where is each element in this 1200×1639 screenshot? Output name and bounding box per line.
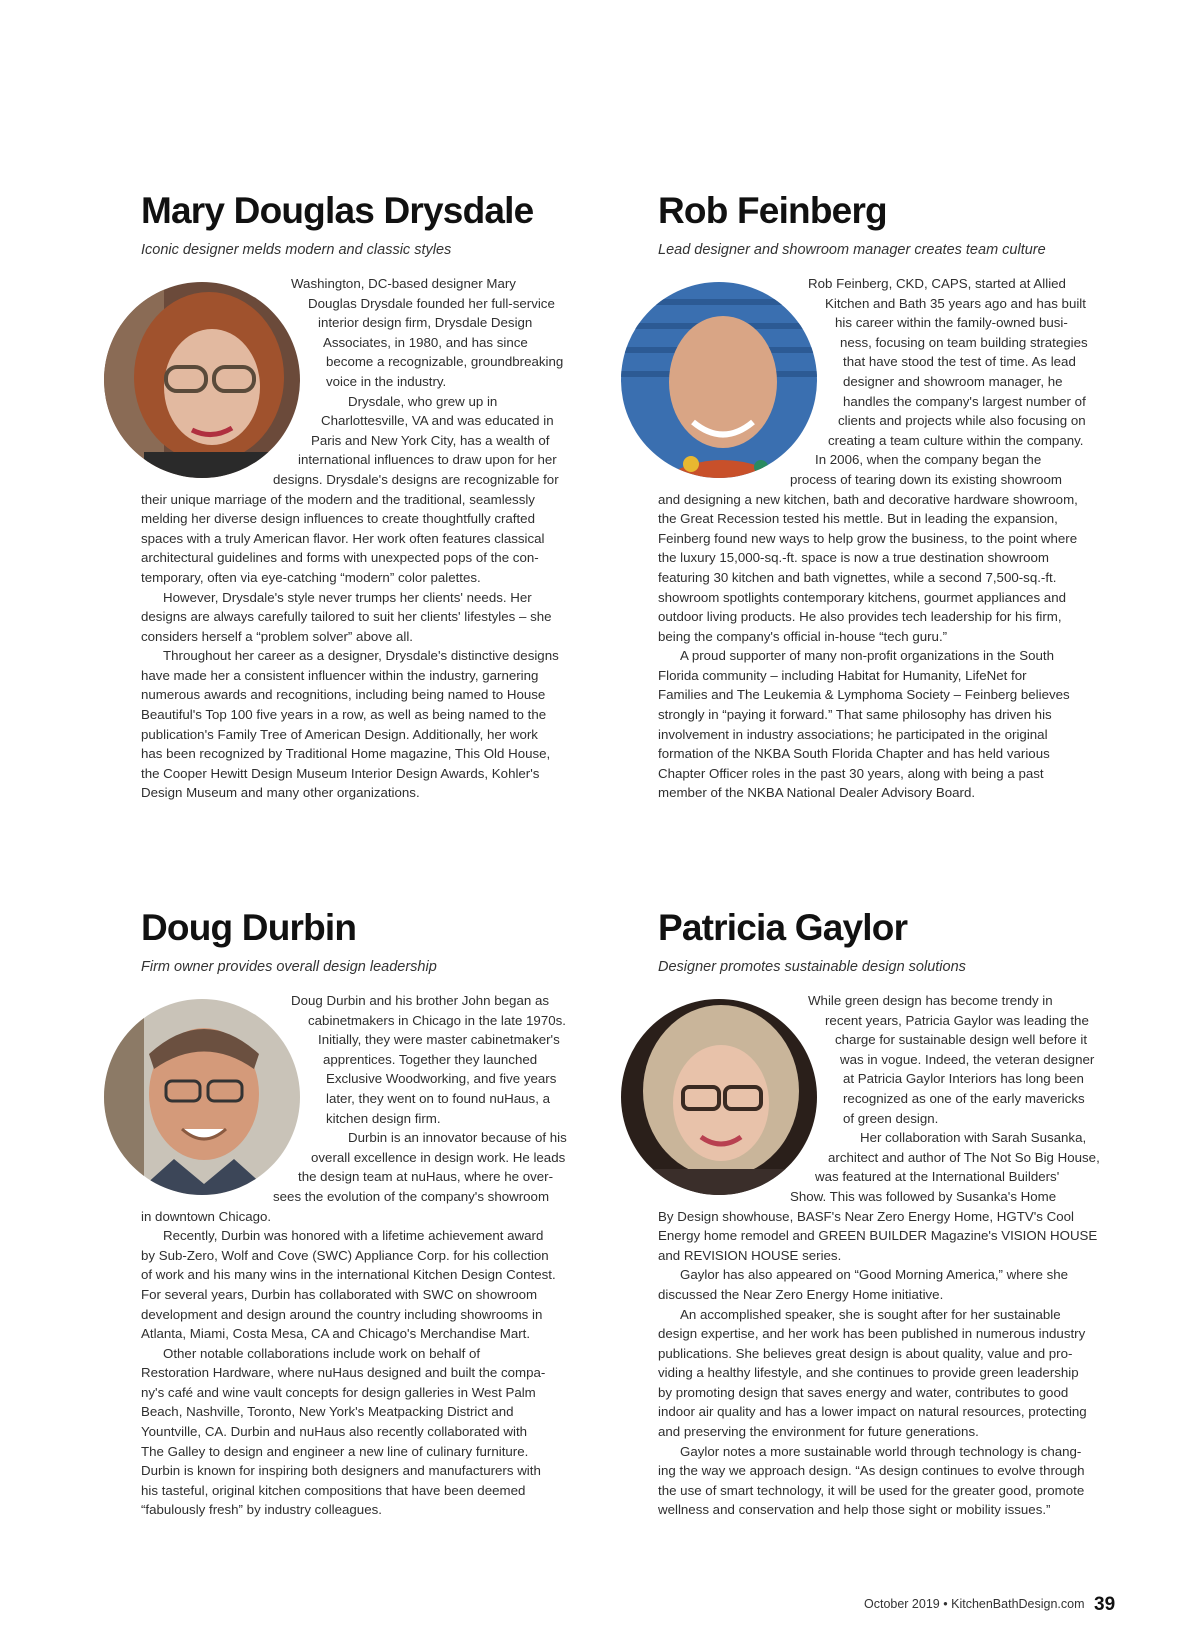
- body-line: Show. This was followed by Susanka's Home: [790, 1188, 1057, 1204]
- body-line: at Patricia Gaylor Interiors has long been: [843, 1071, 1084, 1087]
- body-line: Energy home remodel and GREEN BUILDER Magazine's VISION HOUSE: [658, 1228, 1098, 1244]
- body-line: publications. She believes great design is about quality, value and pro-: [658, 1345, 1073, 1361]
- body-line: Florida community – including Habitat for Humanity, LifeNet for: [658, 667, 1027, 683]
- body-line: apprentices. Together they launched: [323, 1051, 538, 1067]
- body-line: ing the way we approach design. “As design continues to evolve through: [658, 1463, 1085, 1479]
- body-line: that have stood the test of time. As lead: [843, 354, 1076, 370]
- body-line: formation of the NKBA South Florida Chapter and has held various: [658, 746, 1050, 762]
- profile-rob-feinberg: [658, 188, 1093, 803]
- body-line: Paris and New York City, has a wealth of: [311, 432, 550, 448]
- body-line: ness, focusing on team building strategies: [840, 334, 1088, 350]
- body-line: his career within the family-owned busi-: [835, 315, 1068, 331]
- body-line: interior design firm, Drysdale Design: [318, 315, 533, 331]
- profile-patricia-gaylor: [658, 905, 1100, 1520]
- body-line: Atlanta, Miami, Costa Mesa, CA and Chicago's Merchandise Mart.: [141, 1326, 531, 1342]
- body-line: Douglas Drysdale founded her full-service: [308, 295, 555, 311]
- body-line: Her collaboration with Sarah Susanka,: [860, 1130, 1087, 1146]
- body-line: the Great Recession tested his mettle. But in leading the expansion,: [658, 511, 1058, 527]
- body-line: was featured at the International Builders': [815, 1169, 1060, 1185]
- portrait-photo: [104, 282, 300, 478]
- body-line: designer and showroom manager, he: [843, 373, 1063, 389]
- portrait-photo: [104, 999, 300, 1195]
- body-line: melding her diverse design influences to create thoughtfully crafted: [141, 511, 535, 527]
- body-line: Durbin is known for inspiring both designers and manufacturers with: [141, 1463, 541, 1479]
- body-line: kitchen design firm.: [326, 1110, 441, 1126]
- body-line: Associates, in 1980, and has since: [323, 334, 528, 350]
- body-line: clients and projects while also focusing on: [838, 413, 1086, 429]
- profile-subtitle: Firm owner provides overall design leadership: [141, 959, 437, 975]
- body-line: numerous awards and recognitions, including being named to House: [141, 687, 546, 703]
- body-line: recent years, Patricia Gaylor was leading the: [825, 1012, 1089, 1028]
- body-line: his tasteful, original kitchen compositions that have been deemed: [141, 1482, 526, 1498]
- body-line: the use of smart technology, it will be used for the greater good, promote: [658, 1482, 1085, 1498]
- body-line: by promoting design that saves energy and water, contributes to good: [658, 1384, 1069, 1400]
- body-line: cabinetmakers in Chicago in the late 1970s.: [308, 1012, 566, 1028]
- body-line: The Galley to design and engineer a new line of culinary furniture.: [141, 1443, 529, 1459]
- profile-subtitle: Designer promotes sustainable design solutions: [658, 959, 966, 975]
- body-line: Initially, they were master cabinetmaker's: [318, 1032, 560, 1048]
- body-line: indoor air quality and has a lower impact on natural resources, protecting: [658, 1404, 1087, 1420]
- body-line: Design Museum and many other organizations.: [141, 785, 420, 801]
- body-line: process of tearing down its existing showroom: [790, 471, 1062, 487]
- body-line: overall excellence in design work. He leads: [311, 1149, 566, 1165]
- body-line: being the company's official in-house “tech guru.”: [658, 628, 948, 644]
- portrait-photo: [621, 282, 817, 478]
- page-number: 39: [1094, 1594, 1116, 1615]
- body-line: Durbin is an innovator because of his: [348, 1130, 567, 1146]
- body-line: and designing a new kitchen, bath and decorative hardware showroom,: [658, 491, 1078, 507]
- body-line: of green design.: [843, 1110, 939, 1126]
- footer-date: October 2019: [864, 1597, 940, 1611]
- body-line: Chapter Officer roles in the past 30 years, along with being a past: [658, 765, 1044, 781]
- body-line: involvement in industry associations; he participated in the original: [658, 726, 1048, 742]
- body-line: the luxury 15,000-sq.-ft. space is now a true destination showroom: [658, 550, 1049, 566]
- profile-name: Patricia Gaylor: [658, 907, 908, 948]
- profile-mary-douglas-drysdale: [141, 188, 576, 803]
- page-footer: [864, 1594, 1134, 1616]
- body-line: architectural guidelines and forms with unexpected pops of the con-: [141, 550, 539, 566]
- body-line: Doug Durbin and his brother John began as: [291, 993, 549, 1008]
- body-line: development and design around the country including showrooms in: [141, 1306, 543, 1322]
- body-line: their unique marriage of the modern and the traditional, seamlessly: [141, 491, 535, 507]
- body-line: An accomplished speaker, she is sought after for her sustainable: [680, 1306, 1061, 1322]
- footer-site: KitchenBathDesign.com: [951, 1597, 1085, 1611]
- body-line: Washington, DC-based designer Mary: [291, 276, 516, 291]
- body-line: the Cooper Hewitt Design Museum Interior Design Awards, Kohler's: [141, 765, 540, 781]
- body-line: temporary, often via eye-catching “modern” color palettes.: [141, 569, 481, 585]
- body-line: member of the NKBA National Dealer Advisory Board.: [658, 785, 976, 801]
- body-line: A proud supporter of many non-profit organizations in the South: [680, 648, 1055, 664]
- body-line: designs are always carefully tailored to suit her clients' lifestyles – she: [141, 609, 552, 625]
- body-line: Charlottesville, VA and was educated in: [321, 413, 554, 429]
- body-line: “fabulously fresh” by industry colleagues.: [141, 1502, 382, 1518]
- body-line: Feinberg found new ways to help grow the business, to the point where: [658, 530, 1078, 546]
- body-line: Families and The Leukemia & Lymphoma Society – Feinberg believes: [658, 687, 1070, 703]
- body-line: publication's Family Tree of American Design. Additionally, her work: [141, 726, 538, 742]
- body-line: Exclusive Woodworking, and five years: [326, 1071, 557, 1087]
- body-line: have made her a consistent influencer within the industry, garnering: [141, 667, 539, 683]
- body-line: creating a team culture within the company.: [828, 432, 1084, 448]
- body-line: Rob Feinberg, CKD, CAPS, started at Allied: [808, 276, 1066, 291]
- profile-name: Mary Douglas Drysdale: [141, 190, 534, 231]
- body-line: architect and author of The Not So Big House,: [828, 1149, 1100, 1165]
- body-line: of work and his many wins in the international Kitchen Design Contest.: [141, 1267, 556, 1283]
- body-line: Gaylor notes a more sustainable world through technology is chang-: [680, 1443, 1082, 1459]
- body-line: wellness and conservation and help those sight or mobility issues.”: [658, 1502, 1051, 1518]
- body-line: Drysdale, who grew up in: [348, 393, 498, 409]
- body-line: was in vogue. Indeed, the veteran designer: [840, 1051, 1095, 1067]
- body-line: While green design has become trendy in: [808, 993, 1053, 1008]
- body-line: Beautiful's Top 100 five years in a row, as well as being named to the: [141, 707, 547, 723]
- body-line: Throughout her career as a designer, Drysdale's distinctive designs: [163, 648, 559, 664]
- body-line: showroom spotlights contemporary kitchens, gourmet appliances and: [658, 589, 1066, 605]
- body-line: later, they went on to found nuHaus, a: [326, 1090, 550, 1106]
- body-line: Restoration Hardware, where nuHaus designed and built the compa-: [141, 1365, 546, 1381]
- body-line: design expertise, and her work has been published in numerous industry: [658, 1326, 1086, 1342]
- body-line: Recently, Durbin was honored with a lifetime achievement award: [163, 1228, 544, 1244]
- body-line: Kitchen and Bath 35 years ago and has built: [825, 295, 1086, 311]
- profile-name: Doug Durbin: [141, 907, 357, 948]
- body-line: In 2006, when the company began the: [815, 452, 1042, 468]
- body-line: Gaylor has also appeared on “Good Morning America,” where she: [680, 1267, 1069, 1283]
- body-line: Beach, Nashville, Toronto, New York's Meatpacking District and: [141, 1404, 514, 1420]
- portrait-photo: [621, 999, 817, 1195]
- body-line: international influences to draw upon for her: [298, 452, 557, 468]
- body-line: outdoor living products. He also provides tech leadership for his firm,: [658, 609, 1062, 625]
- body-line: has been recognized by Traditional Home magazine, This Old House,: [141, 746, 551, 762]
- body-line: By Design showhouse, BASF's Near Zero Energy Home, HGTV's Cool: [658, 1208, 1074, 1224]
- body-line: charge for sustainable design well before it: [835, 1032, 1088, 1048]
- body-line: Yountville, CA. Durbin and nuHaus also recently collaborated with: [141, 1424, 528, 1440]
- body-line: For several years, Durbin has collaborated with SWC on showroom: [141, 1286, 538, 1302]
- body-line: ny's café and wine vault concepts for design galleries in West Palm: [141, 1384, 536, 1400]
- body-line: spaces with a truly American flavor. Her work often features classical: [141, 530, 545, 546]
- body-line: and preserving the environment for future generations.: [658, 1424, 979, 1440]
- body-line: by Sub-Zero, Wolf and Cove (SWC) Appliance Corp. for his collection: [141, 1247, 549, 1263]
- profile-subtitle: Iconic designer melds modern and classic styles: [141, 242, 452, 258]
- body-line: handles the company's largest number of: [843, 393, 1086, 409]
- footer-separator: •: [943, 1597, 948, 1611]
- body-line: voice in the industry.: [326, 373, 447, 389]
- body-line: discussed the Near Zero Energy Home initiative.: [658, 1286, 944, 1302]
- body-line: sees the evolution of the company's showroom: [273, 1188, 550, 1204]
- profile-subtitle: Lead designer and showroom manager creates team culture: [658, 242, 1046, 258]
- body-line: considers herself a “problem solver” above all.: [141, 628, 413, 644]
- body-line: the design team at nuHaus, where he over-: [298, 1169, 554, 1185]
- body-line: strongly in “paying it forward.” That same philosophy has driven his: [658, 707, 1052, 723]
- body-line: in downtown Chicago.: [141, 1208, 272, 1224]
- body-line: However, Drysdale's style never trumps her clients' needs. Her: [163, 589, 532, 605]
- body-line: recognized as one of the early mavericks: [843, 1090, 1085, 1106]
- profile-name: Rob Feinberg: [658, 190, 887, 231]
- body-line: designs. Drysdale's designs are recognizable for: [273, 471, 559, 487]
- body-line: featuring 30 kitchen and bath vignettes, while a second 7,500-sq.-ft.: [658, 569, 1057, 585]
- body-line: viding a healthy lifestyle, and she continues to provide green leadership: [658, 1365, 1079, 1381]
- body-line: Other notable collaborations include work on behalf of: [163, 1345, 481, 1361]
- body-line: become a recognizable, groundbreaking: [326, 354, 564, 370]
- body-line: and REVISION HOUSE series.: [658, 1247, 842, 1263]
- profile-doug-durbin: [141, 905, 576, 1520]
